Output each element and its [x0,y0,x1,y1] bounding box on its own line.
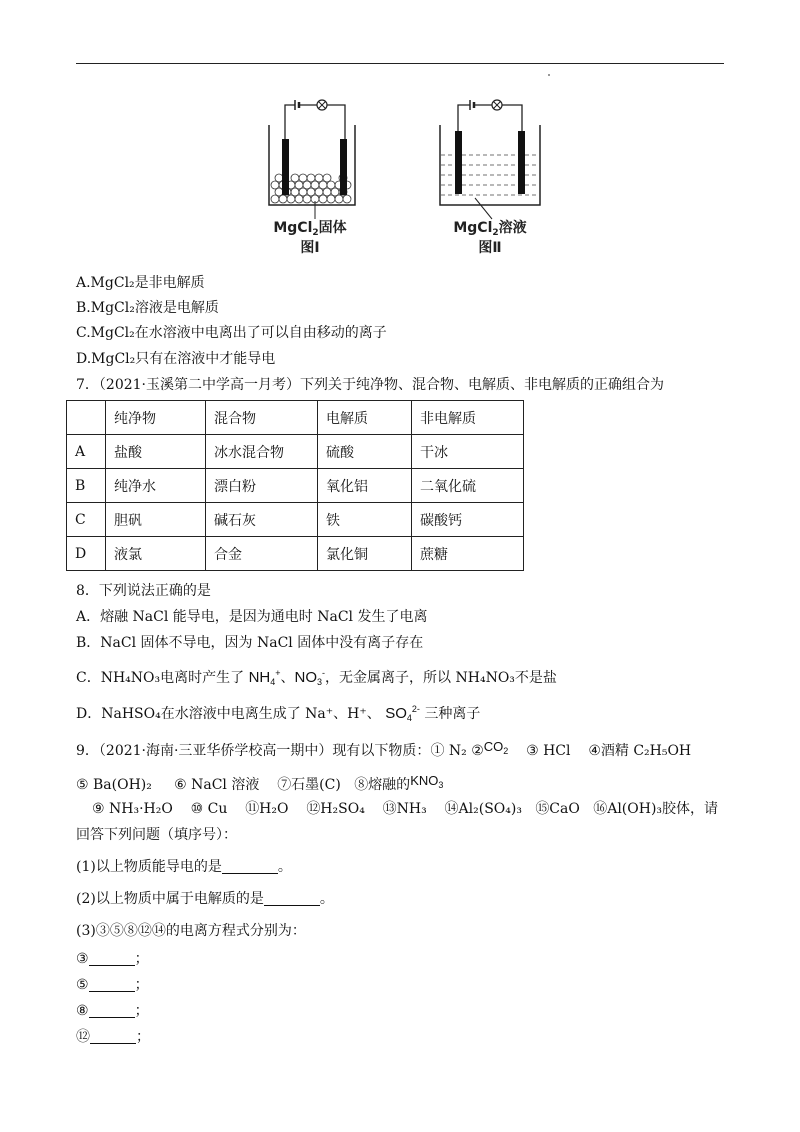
table-cell: A [67,435,106,469]
q8-option-a: A．熔融 NaCl 能导电，是因为通电时 NaCl 发生了电离 [76,609,428,625]
table-cell: 纯净水 [106,469,206,503]
header-rule [76,63,724,64]
answer-blank-2[interactable] [264,891,320,906]
table-header-cell: 电解质 [318,401,412,435]
table-cell: 盐酸 [106,435,206,469]
q6-option-c: C.MgCl₂在水溶液中电离出了可以自由移动的离子 [76,325,387,341]
figure-1-label: 图Ⅰ [300,240,320,256]
table-cell: 硫酸 [318,435,412,469]
table-cell: 碳酸钙 [412,503,524,537]
q8-option-b: B．NaCl 固体不导电，因为 NaCl 固体中没有离子存在 [76,635,424,651]
q7-stem: 7．（2021·玉溪第二中学高一月考）下列关于纯净物、混合物、电解质、非电解质的正确组合为 [76,377,664,393]
figure-2-label: 图Ⅱ [478,240,502,256]
answer-blank-1[interactable] [222,859,278,874]
table-cell: 铁 [318,503,412,537]
table-header-cell [67,401,106,435]
table-cell: 干冰 [412,435,524,469]
answer-line-3: ③ ； [76,951,149,967]
figure-1-caption: MgCl$_2$固体 [273,220,347,238]
q8-option-d: D．NaHSO₄在水溶液中电离生成了 Na⁺、H⁺、 $SO_4^{2-}$ 三种离子 [76,704,481,723]
table-cell: 蔗糖 [412,537,524,571]
answer-blank-3[interactable] [89,951,135,966]
table-cell: 氧化铝 [318,469,412,503]
table-cell: 胆矾 [106,503,206,537]
table-cell: D [67,537,106,571]
q8-stem: 8．下列说法正确的是 [76,583,211,599]
table-row [67,537,524,571]
answer-blank-12[interactable] [90,1029,136,1044]
stray-dot [548,74,550,76]
table-cell: 合金 [206,537,318,571]
figure-2-caption: MgCl$_2$溶液 [453,220,527,238]
table-cell: C [67,503,106,537]
q9-sub-2: (2)以上物质中属于电解质的是 。 [76,891,334,907]
table-header-cell: 非电解质 [412,401,524,435]
q8-option-c: C．NH₄NO₃电离时产生了 $NH_4^+$、$NO_3^-$，无金属离子，所以 NH₄NO₃不是盐 [76,668,557,687]
figure-2-solution-electrolysis [430,95,545,220]
table-header-row [67,401,524,435]
table-row [67,503,524,537]
q9-items-line-3: ⑨ NH₃·H₂O ⑩ Cu ⑪H₂O ⑫H₂SO₄ ⑬NH₃ ⑭Al₂(SO₄)₃ ⑮CaO ⑯Al(OH)₃胶体，请 [92,801,719,817]
table-cell: 冰水混合物 [206,435,318,469]
q9-items-line-2: ⑤ Ba(OH)₂ ⑥ NaCl 溶液 ⑦石墨(C) ⑧熔融的$KNO_3$ [76,773,444,793]
table-row [67,435,524,469]
table-cell: 漂白粉 [206,469,318,503]
answer-line-12: ⑫ ； [76,1029,150,1045]
table-row [67,469,524,503]
q9-stem: 9．（2021·海南·三亚华侨学校高一期中）现有以下物质：① N₂ $②CO_2$ ③ HCl ④酒精 C₂H₅OH [76,739,692,759]
q6-option-d: D.MgCl₂只有在溶液中才能导电 [76,351,276,367]
q9-sub-3: (3)③⑤⑧⑫⑭的电离方程式分别为： [76,923,306,939]
table-cell: 碱石灰 [206,503,318,537]
answer-line-5: ⑤ ； [76,977,149,993]
answer-blank-5[interactable] [89,977,135,992]
q9-sub-1: (1)以上物质能导电的是 。 [76,859,292,875]
figure-1-solid-electrolysis [255,95,365,220]
answer-line-8: ⑧ ； [76,1003,149,1019]
q7-table [66,400,524,571]
answer-blank-8[interactable] [89,1003,135,1018]
table-cell: 氯化铜 [318,537,412,571]
table-header-cell: 纯净物 [106,401,206,435]
table-cell: 二氧化硫 [412,469,524,503]
q6-option-b: B.MgCl₂溶液是电解质 [76,300,219,316]
q6-option-a: A.MgCl₂是非电解质 [76,275,205,291]
table-cell: B [67,469,106,503]
table-header-cell: 混合物 [206,401,318,435]
q9-instruction: 回答下列问题（填序号）： [76,827,237,843]
table-cell: 液氯 [106,537,206,571]
